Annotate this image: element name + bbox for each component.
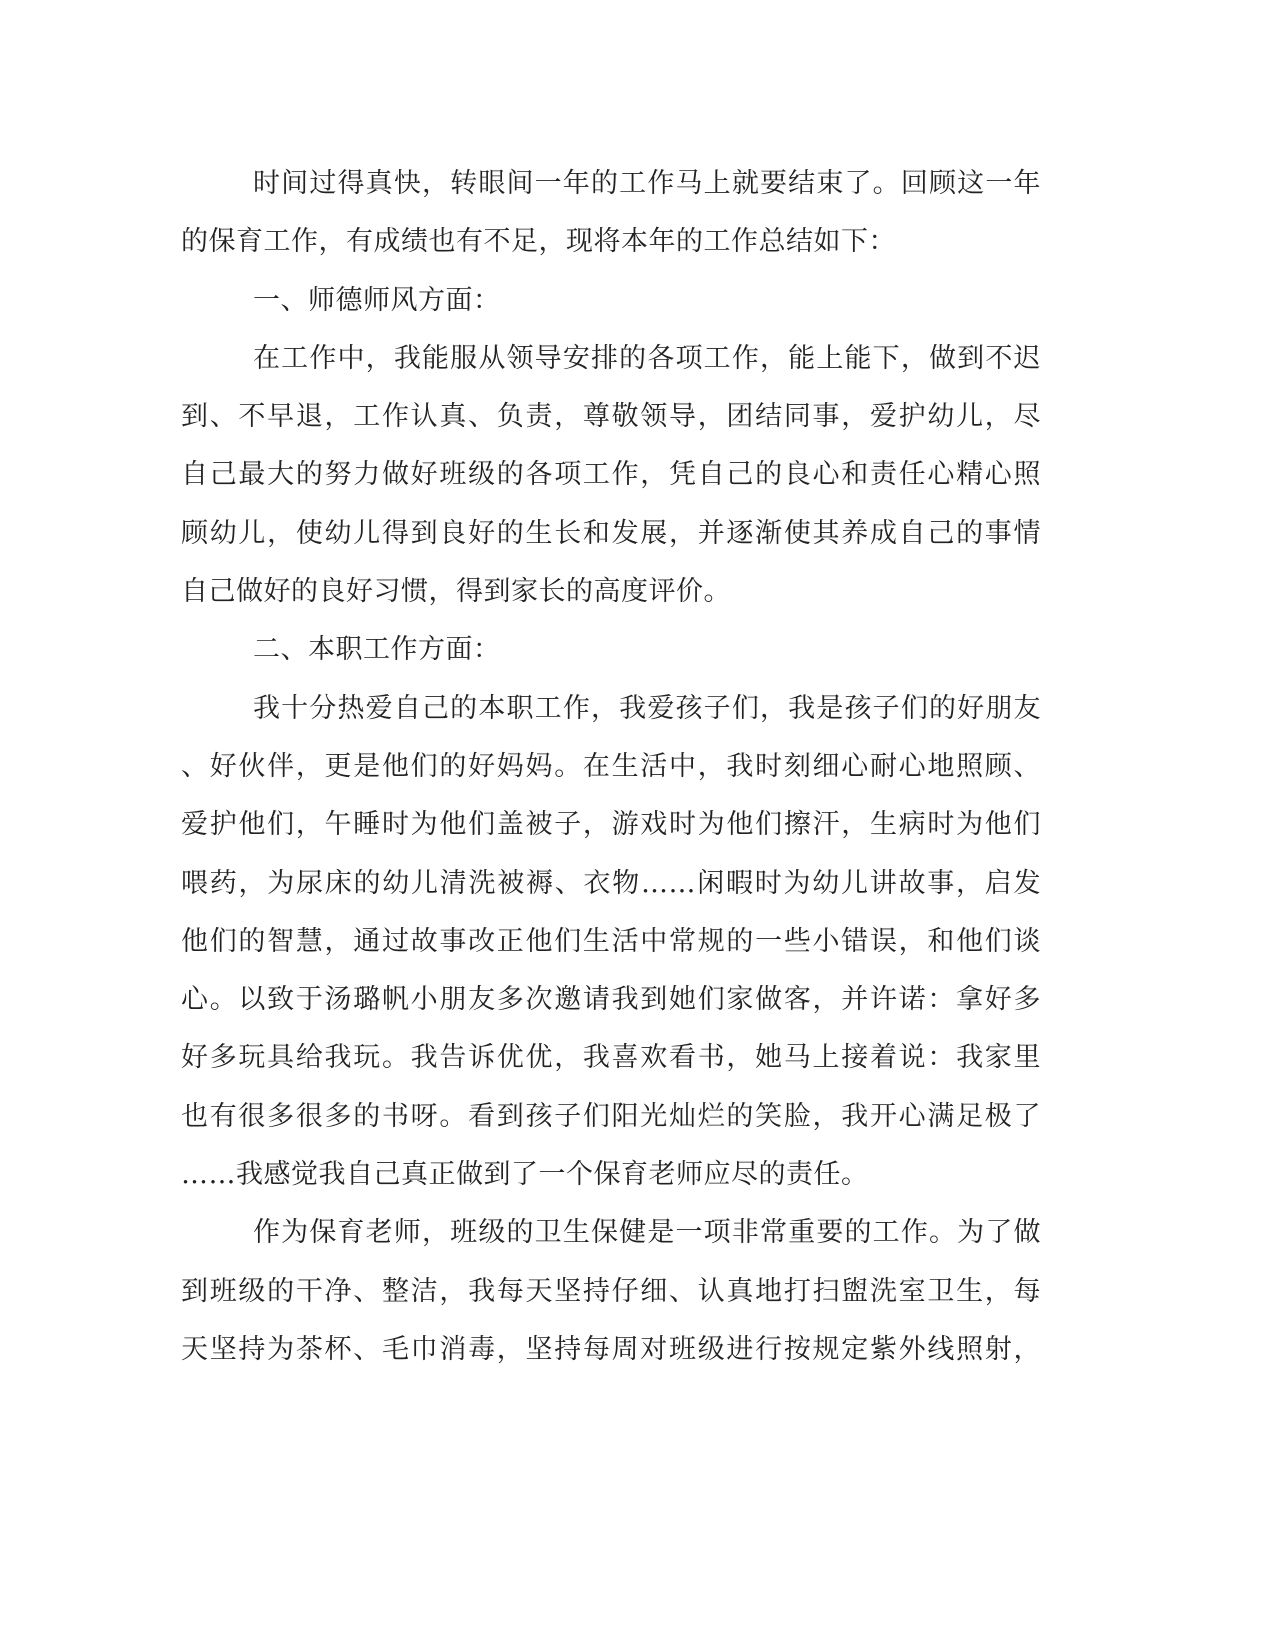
section-heading: 二、本职工作方面：	[253, 634, 501, 666]
paragraph-line: 时间过得真快，转眼间一年的工作马上就要结束了。回顾这一年	[253, 168, 1041, 199]
paragraph-line: 顾幼儿，使幼儿得到良好的生长和发展，并逐渐使其养成自己的事情	[181, 517, 1041, 549]
paragraph-line: 天坚持为茶杯、毛巾消毒，坚持每周对班级进行按规定紫外线照射，	[181, 1333, 1041, 1365]
paragraph-line: 爱护他们，午睡时为他们盖被子，游戏时为他们擦汗，生病时为他们	[181, 809, 1041, 841]
paragraph-line: 自己做好的良好习惯，得到家长的高度评价。	[181, 576, 731, 608]
document-body	[181, 155, 1041, 1379]
paragraph-line: 到班级的干净、整洁，我每天坚持仔细、认真地打扫盥洗室卫生，每	[181, 1275, 1041, 1307]
paragraph-line: 到、不早退，工作认真、负责，尊敬领导，团结同事，爱护幼儿，尽	[181, 401, 1041, 433]
section-heading: 一、师德师风方面：	[253, 284, 501, 316]
paragraph-line: 喂药，为尿床的幼儿清洗被褥、衣物……闲暇时为幼儿讲故事，启发	[181, 867, 1041, 899]
paragraph-line: 他们的智慧，通过故事改正他们生活中常规的一些小错误，和他们谈	[181, 925, 1041, 957]
paragraph-line: 作为保育老师，班级的卫生保健是一项非常重要的工作。为了做	[253, 1217, 1041, 1249]
paragraph-line: 的保育工作，有成绩也有不足，现将本年的工作总结如下：	[181, 226, 896, 258]
paragraph-line: ……我感觉我自己真正做到了一个保育老师应尽的责任。	[181, 1159, 869, 1191]
paragraph-line: 好多玩具给我玩。我告诉优优，我喜欢看书，她马上接着说：我家里	[181, 1042, 1041, 1074]
paragraph-line: 我十分热爱自己的本职工作，我爱孩子们，我是孩子们的好朋友	[253, 692, 1041, 724]
paragraph-line: 自己最大的努力做好班级的各项工作，凭自己的良心和责任心精心照	[181, 459, 1041, 491]
paragraph-line: 心。以致于汤璐帆小朋友多次邀请我到她们家做客，并许诺：拿好多	[181, 984, 1041, 1016]
paragraph-line: 在工作中，我能服从领导安排的各项工作，能上能下，做到不迟	[253, 342, 1041, 374]
paragraph-line: 、好伙伴，更是他们的好妈妈。在生活中，我时刻细心耐心地照顾、	[181, 750, 1041, 782]
paragraph-line: 也有很多很多的书呀。看到孩子们阳光灿烂的笑脸，我开心满足极了	[181, 1100, 1041, 1132]
